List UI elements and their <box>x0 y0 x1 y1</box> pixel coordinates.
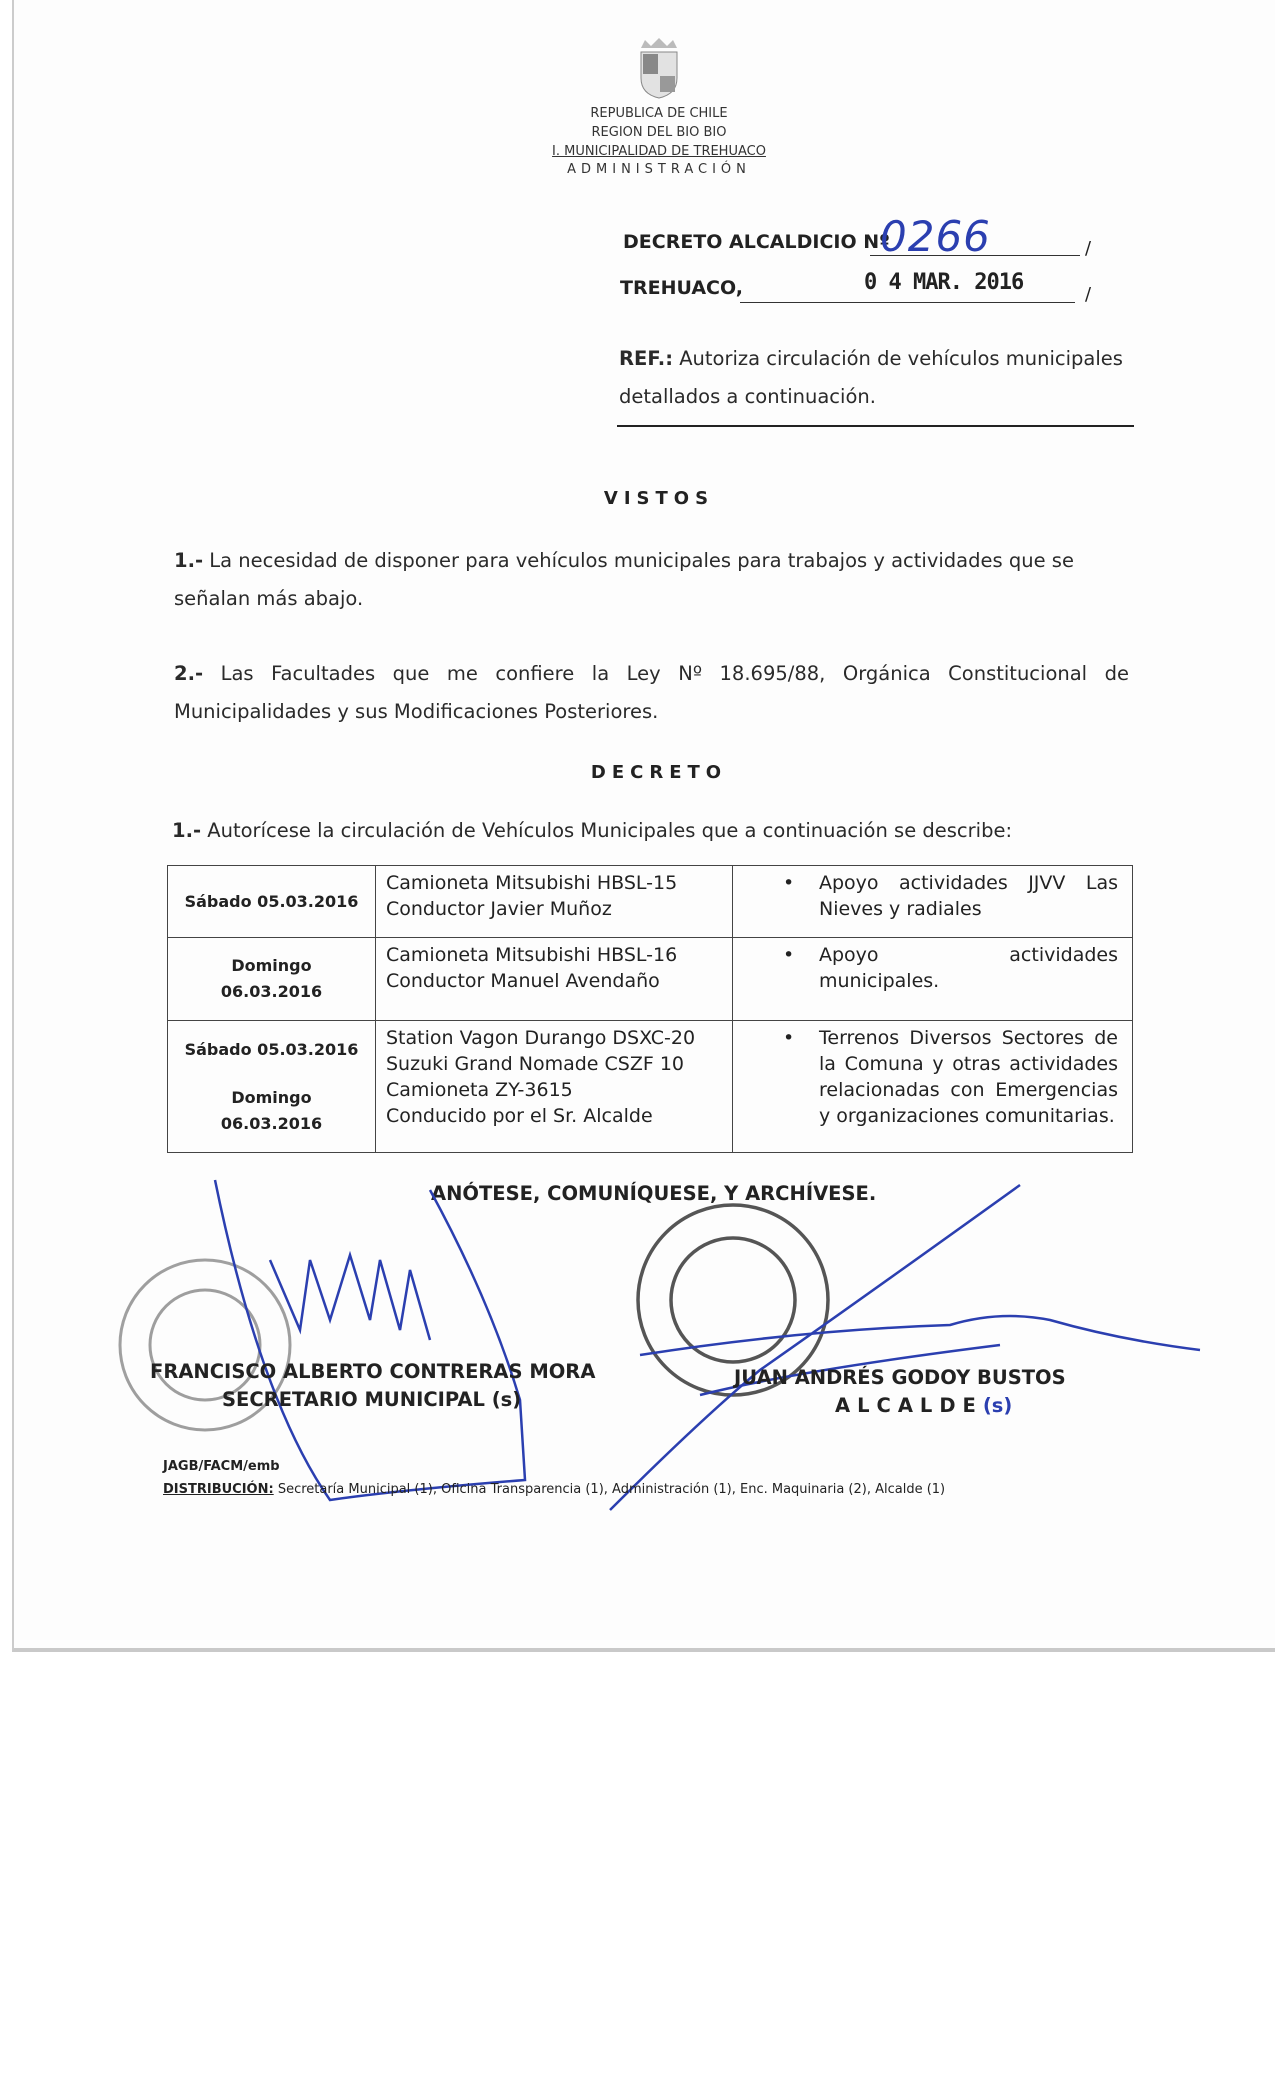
vehicle-cell: Camioneta Mitsubishi HBSL-15 Conductor Javier Muñoz <box>376 866 733 938</box>
header-municipality: I. MUNICIPALIDAD DE TREHUACO <box>552 144 766 159</box>
header-region: REGION DEL BIO BIO <box>591 125 727 140</box>
mayor-title: ALCALDE(s) <box>835 1394 1013 1417</box>
place-label: TREHUACO, <box>620 277 743 299</box>
secretary-title: SECRETARIO MUNICIPAL (s) <box>222 1388 522 1411</box>
initials: JAGB/FACM/emb <box>163 1459 280 1474</box>
ref-text-1: Autoriza circulación de vehículos municipales <box>679 347 1123 370</box>
vehicle-cell: Station Vagon Durango DSXC-20 Suzuki Grand Nomade CSZF 10 Camioneta ZY-3615 Conducido por el Sr. Alcalde <box>376 1021 733 1153</box>
header-administration: ADMINISTRACIÓN <box>567 162 751 177</box>
header-republic: REPUBLICA DE CHILE <box>590 106 728 121</box>
item-text: señalan más abajo. <box>174 587 364 610</box>
activity-cell: • Terrenos Diversos Sectores de la Comuna y otras actividades relacionadas con Emergencias y organizaciones comunitarias. <box>733 1021 1133 1153</box>
item-text: Las Facultades que me confiere la Ley Nº 18.695/88, Orgánica Constitucional de <box>220 662 1129 685</box>
item-num: 1.- <box>172 819 202 842</box>
distribution: DISTRIBUCIÓN: Secretaría Municipal (1), Oficina Transparencia (1), Administración (1), Enc. Maquinaria (2), Alcalde (1) <box>163 1482 946 1497</box>
closing-formula: ANÓTESE, COMUNÍQUESE, Y ARCHÍVESE. <box>431 1182 877 1205</box>
date-cell: Domingo 06.03.2016 <box>168 938 376 1021</box>
item-text: Autorícese la circulación de Vehículos Municipales que a continuación se describe: <box>207 819 1013 842</box>
item-text: Municipalidades y sus Modificaciones Posteriores. <box>174 700 659 723</box>
signature-strokes <box>215 1180 1200 1510</box>
secretary-name: FRANCISCO ALBERTO CONTRERAS MORA <box>150 1360 596 1383</box>
vehicle-cell: Camioneta Mitsubishi HBSL-16 Conductor Manuel Avendaño <box>376 938 733 1021</box>
item-num: 1.- <box>174 549 204 572</box>
activity-cell: • Apoyo actividades municipales. <box>733 938 1133 1021</box>
decree-number-label: DECRETO ALCALDICIO Nº <box>623 231 890 253</box>
ref-label: REF.: <box>619 347 673 370</box>
date-cell: Sábado 05.03.2016 <box>168 866 376 938</box>
decree-date-stamp: 0 4 MAR. 2016 <box>864 270 1024 295</box>
date-cell: Sábado 05.03.2016 Domingo 06.03.2016 <box>168 1021 376 1153</box>
item-text: La necesidad de disponer para vehículos municipales para trabajos y actividades que se <box>209 549 1074 572</box>
mayor-name: JUAN ANDRÉS GODOY BUSTOS <box>734 1366 1066 1389</box>
activity-cell: • Apoyo actividades JJVV Las Nieves y radiales <box>733 866 1133 938</box>
decreto-title: DECRETO <box>590 762 728 783</box>
ref-text-2: detallados a continuación. <box>619 385 876 408</box>
decree-number: 0266 <box>880 212 991 261</box>
item-num: 2.- <box>174 662 204 685</box>
vistos-title: VISTOS <box>603 488 715 509</box>
